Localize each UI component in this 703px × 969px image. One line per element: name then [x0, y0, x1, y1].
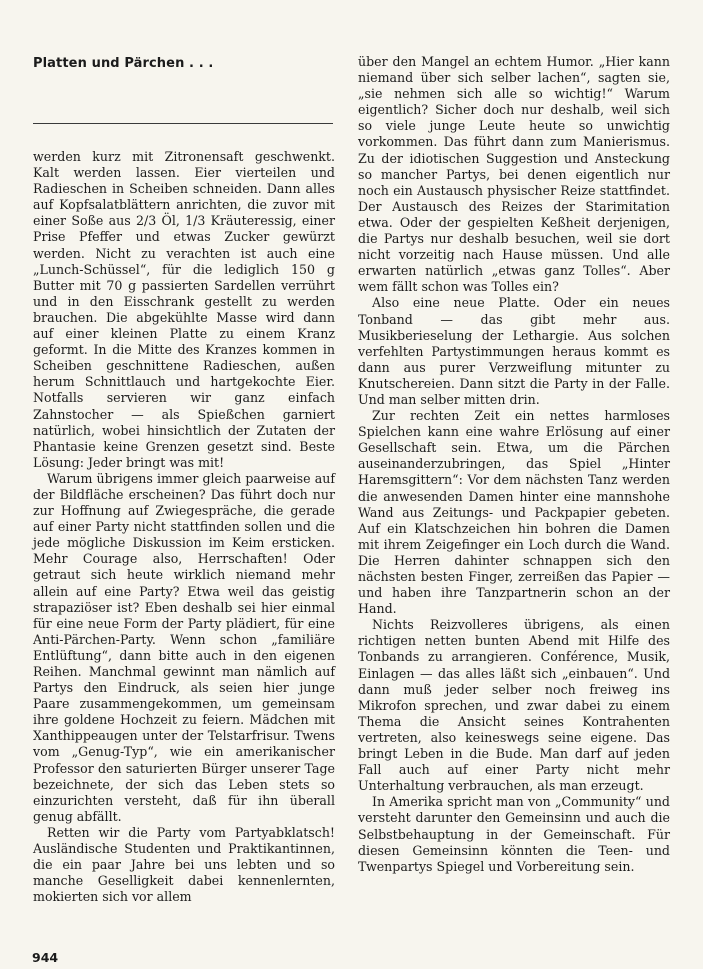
section-heading: Platten und Pärchen . . .: [33, 56, 214, 71]
right-paragraph-3: Zur rechten Zeit ein nettes harmloses Spielchen kann eine wahre Erlösung auf einer Gesellschaft sein. Etwa, um die Pärchen auseinanderzubringen, das Spiel „Hinter Haremsgittern“: Vor dem nächsten Tanz werden die anwesenden Damen hinter eine mannshohe Wand aus Zeitungs- und Packpapier gebeten. Auf ein Klatschzeichen hin bohren die Damen mit ihrem Zeigefinger ein Loch durch die Wand. Die Herren dahinter schnappen sich den nächsten besten Finger, zerreißen das Papier — und haben ihre Tanzpartnerin schon an der Hand.: [358, 408, 670, 617]
page-number: 944: [32, 950, 59, 965]
right-paragraph-4: Nichts Reizvolleres übrigens, als einen richtigen netten bunten Abend mit Hilfe des Tonbands zu arrangieren. Conférence, Musik, Einlagen — das alles läßt sich „einbauen“. Und dann muß jeder selber noch freiweg ins Mikrofon sprechen, und zwar dabei zu einem Thema die Ansicht seines Kontrahenten vertreten, also keineswegs seine eigene. Das bringt Leben in die Bude. Man darf auf jeden Fall auch auf einer Party nicht mehr Unterhaltung verbrauchen, als man erzeugt.: [358, 617, 670, 794]
left-paragraph-3: Retten wir die Party vom Partyabklatsch! Ausländische Studenten und Praktikantinnen, die ein paar Jahre bei uns lebten und so manche Geselligkeit dabei kennenlernten, mokierten sich vor allem: [33, 824, 335, 905]
right-paragraph-2: Also eine neue Platte. Oder ein neues Tonband — das gibt mehr aus. Musikberieselung der Lethargie. Aus solchen verfehlten Partystimmungen heraus kommt es dann aus purer Verzweiflung mitunter zu Knutschereien. Dann sitzt die Party in der Falle. Und man selber mitten drin.: [358, 295, 670, 407]
right-paragraph-5: In Amerika spricht man von „Community“ und versteht darunter den Gemeinsinn und auch die Selbstbehauptung in der Gemeinschaft. Für diesen Gemeinsinn könnten die Teen- und Twenpartys Spiegel und Vorbereitung sein.: [358, 794, 670, 874]
right-column: [358, 44, 670, 875]
left-paragraph-2: Warum übrigens immer gleich paarweise auf der Bildfläche erscheinen? Das führt doch nur zur Hoffnung auf Zwiegespräche, die gerade auf einer Party nicht stattfinden sollen und die jede mögliche Diskussion im Keim ersticken. Mehr Courage also, Herrschaften! Oder getraut sich heute wirklich niemand mehr allein auf eine Party? Etwa weil das geistig strapaziöser ist? Eben deshalb sei hier einmal für eine neue Form der Party plädiert, für eine Anti-Pärchen-Party. Wenn schon „familiäre Entlüftung“, dann bitte auch in den eigenen Reihen. Manchmal gewinnt man nämlich auf Partys den Eindruck, als seien hier junge Paare zusammengekommen, um gemeinsam ihre goldene Hochzeit zu feiern. Mädchen mit Xanthippeaugen unter der Telstarfrisur. Twens vom „Genug-Typ“, wie ein amerikanischer Professor den saturierten Bürger unserer Tage bezeichnete, der sich das Leben stets so einzurichten versteht, daß für ihn überall genug abfällt.: [33, 470, 335, 824]
left-column: [33, 44, 335, 905]
heading-divider: [33, 123, 333, 124]
right-paragraph-1: über den Mangel an echtem Humor. „Hier kann niemand über sich selber lachen“, sagten sie, „sie nehmen sich alle so wichtig!“ Warum eigentlich? Sicher doch nur deshalb, weil sich so viele junge Leute heute so unwichtig vorkommen. Das führt dann zum Manierismus. Zu der idiotischen Suggestion und Ansteckung so mancher Partys, bei denen eigentlich nur noch ein Austausch physischer Reize stattfindet. Der Austausch des Reizes der Starimitation etwa. Oder der gespielten Keßheit derjenigen, die Partys nur deshalb besuchen, weil sie dort nicht vorzeitig nach Hause müssen. Und alle erwarten natürlich „etwas ganz Tolles“. Aber wem fällt schon was Tolles ein?: [358, 54, 670, 295]
left-paragraph-1: werden kurz mit Zitronensaft geschwenkt. Kalt werden lassen. Eier vierteilen und Radieschen in Scheiben schneiden. Dann alles auf Kopfsalatblättern anrichten, die zuvor mit einer Soße aus 2/3 Öl, 1/3 Kräuteressig, einer Prise Pfeffer und etwas Zucker gewürzt werden. Nicht zu verachten ist auch eine „Lunch-Schüssel“, für die lediglich 150 g Butter mit 70 g passierten Sardellen verrührt und in den Eisschrank gestellt zu werden brauchen. Die abgekühlte Masse wird dann auf einer kleinen Platte zu einem Kranz geformt. In die Mitte des Kranzes kommen in Scheiben geschnittene Radieschen, außen herum Schnittlauch und hartgekochte Eier. Notfalls servieren wir ganz einfach Zahnstocher — als Spießchen garniert natürlich, wobei hinsichtlich der Zutaten der Phantasie keine Grenzen gesetzt sind. Beste Lösung: Jeder bringt was mit!: [33, 149, 335, 470]
